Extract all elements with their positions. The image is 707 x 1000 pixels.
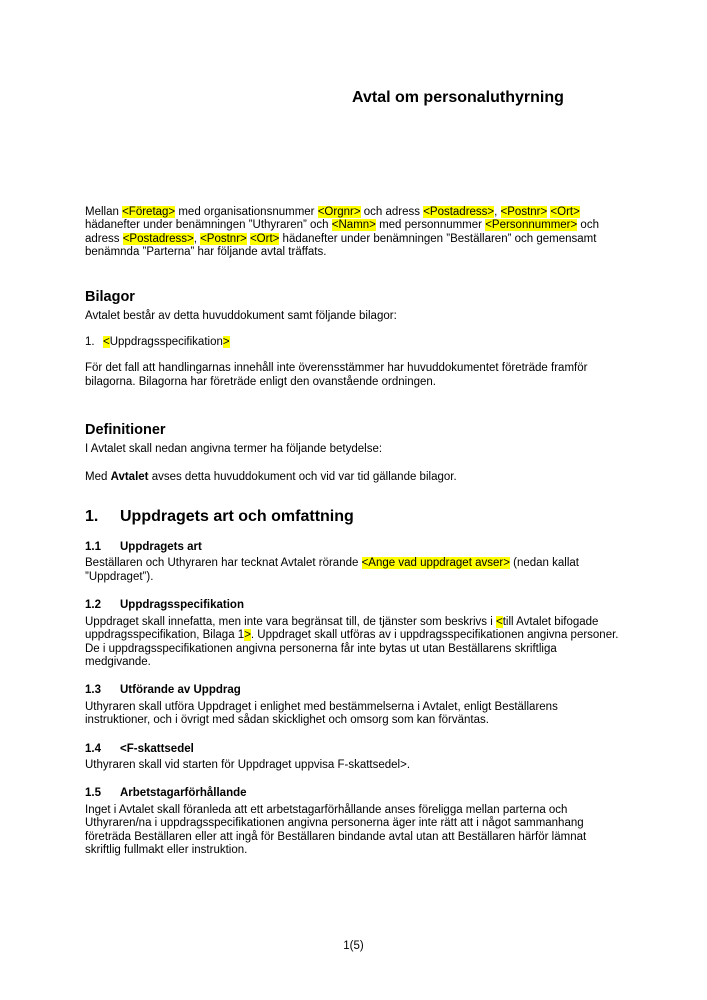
subsection-title: <F-skattsedel [120, 742, 194, 755]
subsection-number: 1.5 [85, 787, 101, 800]
subsection-title: Arbetstagarförhållande [120, 787, 247, 800]
placeholder-highlight: < [496, 615, 503, 628]
bilagor-precedence-paragraph: För det fall att handlingarnas innehåll inte överensstämmer har huvuddokumentet företräde framför bilagorna. Bilagorna har företräde enligt den ovanstående ordningen. [85, 362, 588, 388]
placeholder-highlight: > [244, 629, 251, 642]
subsection-number: 1.1 [85, 541, 101, 554]
placeholder-highlight: <Postnr> [200, 232, 247, 245]
text-run: Beställaren och Uthyraren har tecknat Avtalet rörande [85, 557, 362, 570]
placeholder-highlight: <Orgnr> [317, 206, 361, 218]
subsection-heading [85, 684, 625, 697]
text-run: (nedan kallat ”Uppdraget”). [85, 557, 579, 583]
subsection-paragraph [85, 616, 625, 670]
placeholder-highlight: <Företag> [122, 206, 176, 218]
section-1-number: 1. [85, 508, 99, 526]
subsection-number: 1.4 [85, 742, 101, 755]
text-run: Uthyraren skall utföra Uppdraget i enlighet med bestämmelserna i Avtalet, enligt Beställarens instruktioner, och i övrigt med sådan skicklighet och omsorg som kan förväntas. [85, 700, 558, 727]
placeholder-highlight: < [103, 336, 110, 349]
text-run: Mellan [85, 206, 123, 218]
subsection-heading [85, 541, 625, 554]
placeholder-highlight: <Ange vad uppdraget avser> [361, 557, 510, 570]
text-run: Uthyraren skall vid starten för Uppdraget uppvisa F-skattsedel>. [85, 758, 411, 771]
placeholder-highlight: > [222, 336, 230, 349]
list-item-text [103, 336, 230, 348]
placeholder-highlight: <Postadress> [423, 206, 495, 218]
placeholder-highlight: <Personnummer> [485, 219, 578, 232]
section-1-heading [85, 507, 625, 526]
text-run: avses detta huvuddokument och vid var tid gällande bilagor. [148, 470, 457, 483]
placeholder-highlight: <Ort> [550, 206, 580, 218]
list-item-number: 1. [85, 336, 95, 349]
intro-paragraph [85, 206, 625, 260]
placeholder-highlight: <Ort> [249, 232, 280, 245]
subsection-title: Utförande av Uppdrag [120, 684, 241, 697]
subsection-title: Uppdragets art [120, 541, 202, 554]
page-number: 1(5) [343, 940, 364, 952]
text-run: med organisationsnummer [175, 206, 318, 218]
subsection-heading [85, 787, 625, 800]
text-run: med personnummer [375, 219, 486, 232]
section-heading-definitioner: Definitioner [85, 422, 166, 439]
subsection-paragraph [85, 759, 625, 772]
subsection-title: Uppdragsspecifikation [120, 599, 244, 612]
placeholder-highlight: <Postnr> [500, 206, 548, 218]
subsection-paragraph [85, 557, 625, 584]
text-run: Uppdraget skall innefatta, men inte vara begränsat till, de tjänster som beskrivs i [85, 615, 497, 628]
text-run: Inget i Avtalet skall föranleda att ett arbetstagarförhållande anses föreligga mellan parterna och Uthyraren/na i uppdragsspecifikationen angivna personerna äger inte rätt att i något sammanhang företräda Beställaren eller att ingå för Beställaren bindande avtal utan att Beställaren härför lämnat skriftlig fullmakt eller instruktion. [85, 803, 587, 856]
subsection-number: 1.2 [85, 599, 101, 612]
definitioner-intro-paragraph: I Avtalet skall nedan angivna termer ha följande betydelse: [85, 443, 383, 456]
text-run: Med [85, 470, 111, 483]
subsection-paragraph [85, 701, 625, 728]
placeholder-highlight: <Postadress> [122, 232, 194, 245]
text-run: och adress [360, 206, 424, 218]
subsection-paragraph [85, 804, 625, 858]
text-run: Uppdragsspecifikation [109, 336, 223, 349]
definitioner-avtalet-paragraph [85, 471, 625, 484]
text-run: och adress [85, 219, 599, 245]
subsection-heading [85, 743, 625, 756]
text-run: hädanefter under benämningen ”Uthyraren” och [85, 219, 332, 232]
text-run: hädanefter under benämningen ”Beställaren” och gemensamt benämnda ”Parterna” har följande avtal träffats. [85, 232, 597, 259]
placeholder-highlight: <Namn> [331, 219, 376, 232]
text-run: . Uppdraget skall utföras av i uppdragsspecifikationen angivna personer. De i uppdragsspecifikationen angivna personerna får inte bytas ut utan Beställarens skriftliga medgivande. [85, 629, 619, 668]
subsection-number: 1.3 [85, 684, 101, 697]
text-run: , [494, 206, 501, 218]
section-1-body [85, 541, 625, 857]
document-title: Avtal om personaluthyrning [352, 89, 564, 106]
subsection-heading [85, 599, 625, 612]
bilagor-intro-paragraph: Avtalet består av detta huvuddokument samt följande bilagor: [85, 309, 397, 322]
text-run: , [193, 232, 201, 245]
text-run: till Avtalet bifogade uppdragsspecifikation, Bilaga 1 [85, 615, 599, 642]
section-1-title: Uppdragets art och omfattning [120, 508, 354, 526]
section-heading-bilagor: Bilagor [85, 288, 135, 305]
bold-text-run: Avtalet [110, 470, 149, 483]
bilagor-list-item [85, 336, 625, 349]
